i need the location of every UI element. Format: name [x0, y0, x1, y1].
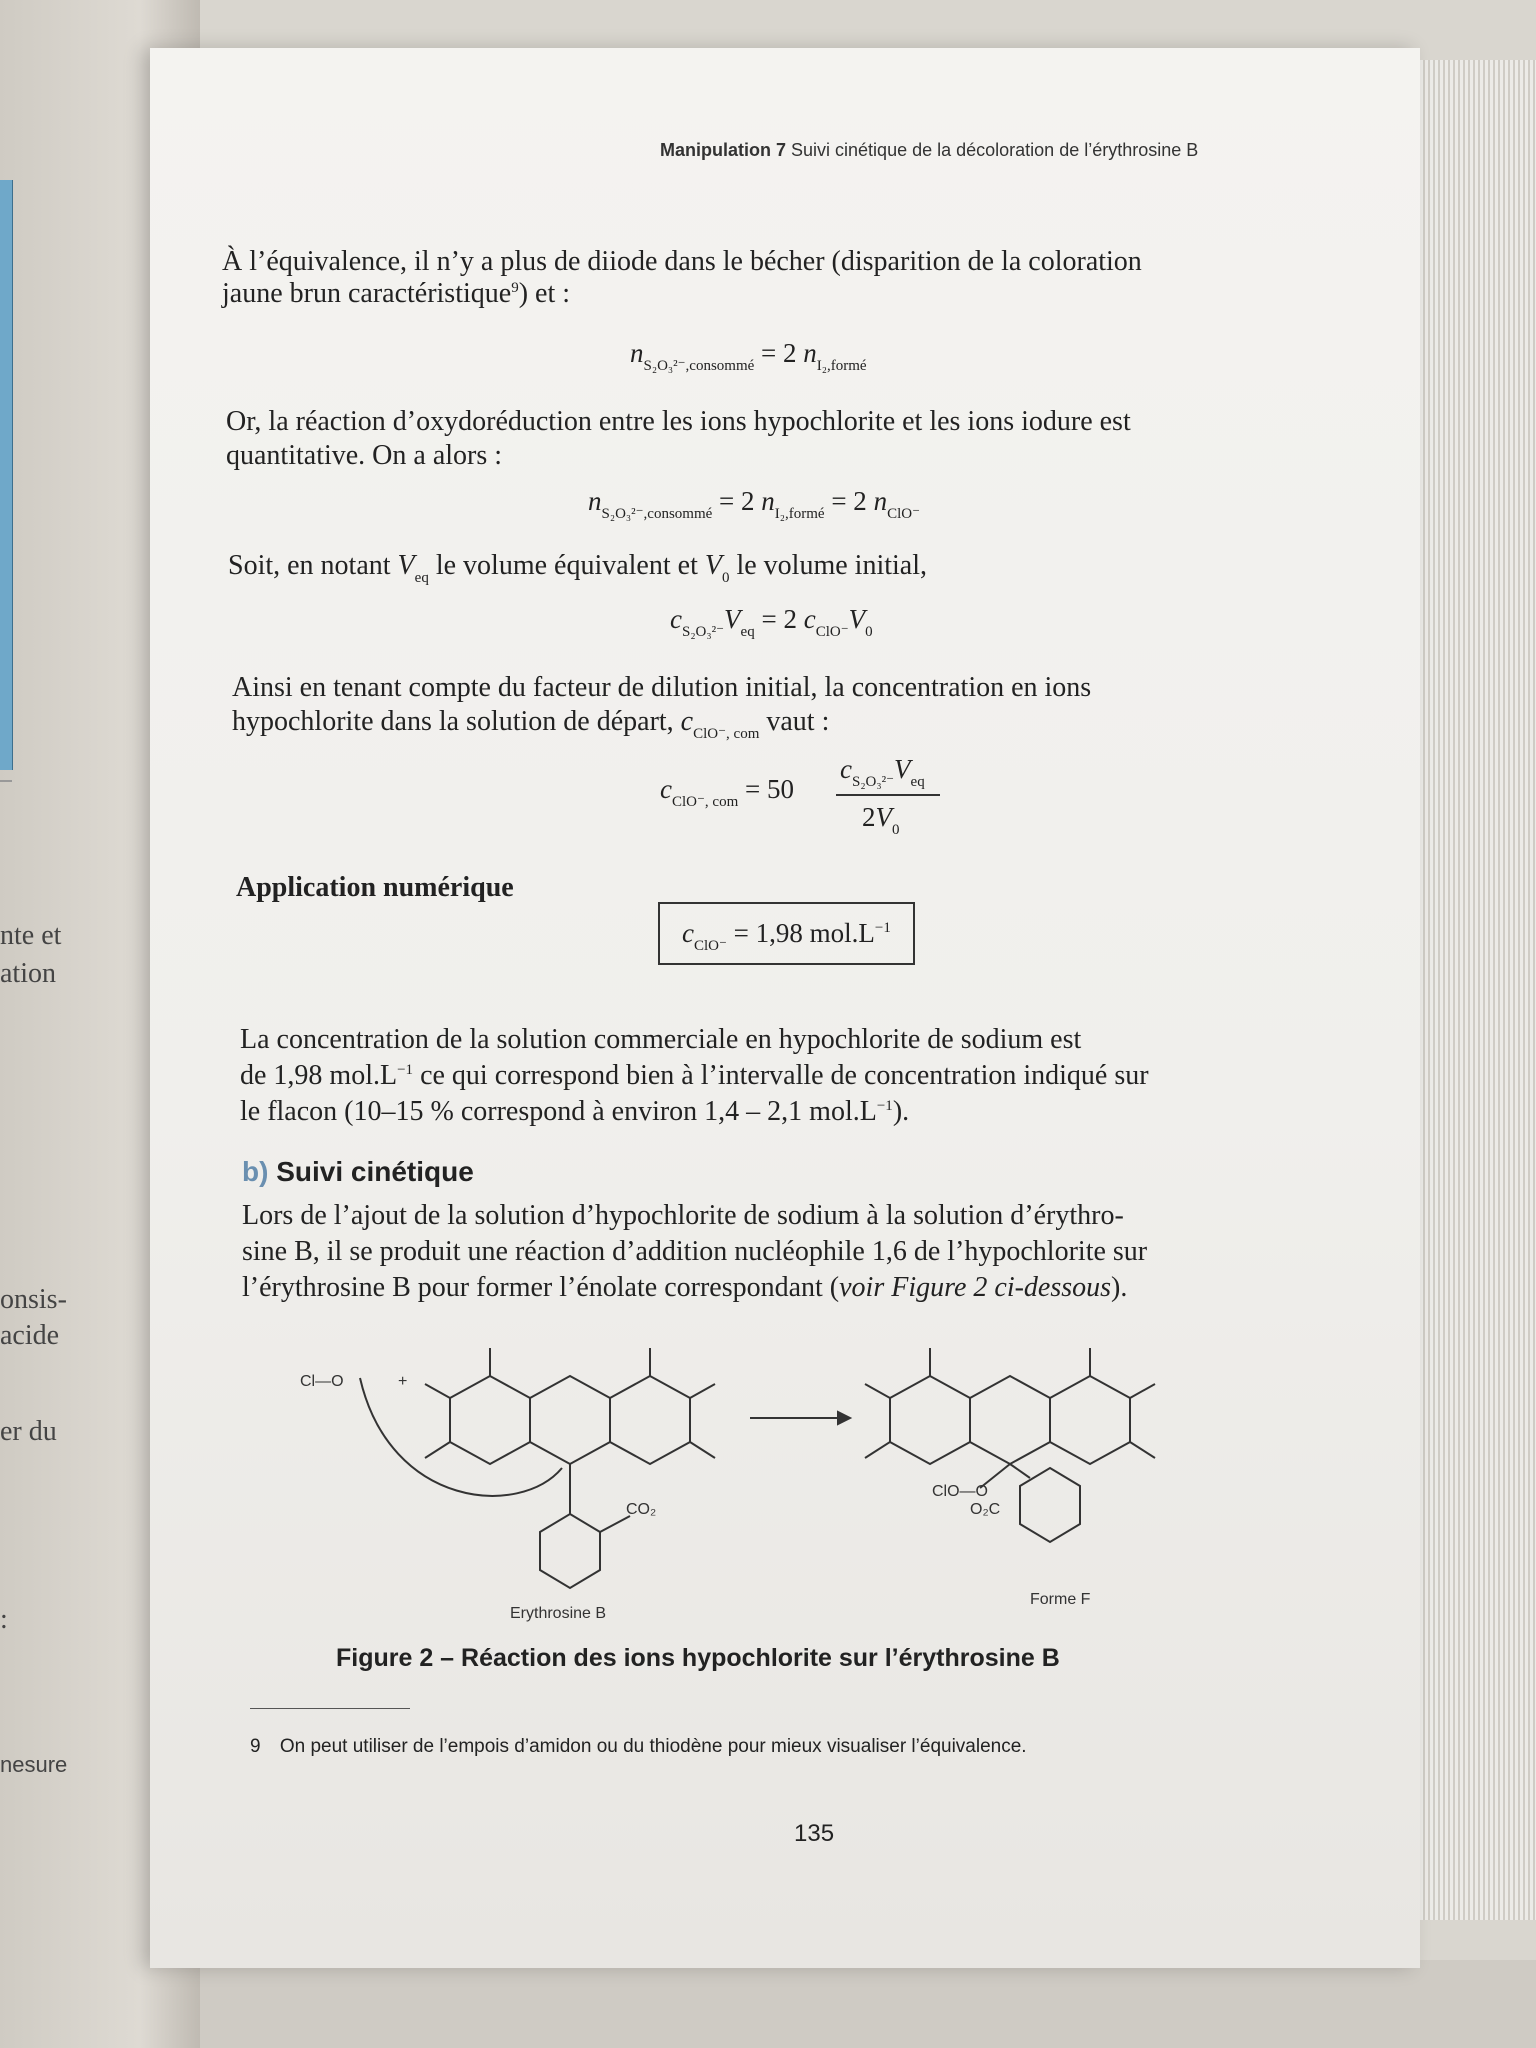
- result-exponent: −1: [874, 920, 891, 936]
- running-header: [660, 140, 1198, 161]
- paragraph-line: [232, 704, 829, 744]
- text: hypochlorite dans la solution de départ,: [232, 706, 681, 737]
- eq-subscript: ClO⁻, com: [671, 794, 739, 810]
- footnote-rule: [250, 1708, 410, 1709]
- eq-subscript: ClO⁻: [693, 938, 727, 954]
- eq-subscript: I₂,formé: [774, 506, 825, 522]
- table-surface: [0, 1960, 1536, 2048]
- eq-symbol: n: [873, 486, 888, 516]
- eq-operator: = 2: [761, 338, 797, 368]
- ring-center: [530, 1376, 610, 1464]
- result-box: [658, 902, 915, 965]
- eq-subscript: S₂O₃²⁻: [851, 774, 895, 790]
- footnote-number: 9: [250, 1736, 261, 1757]
- paragraph-line: [240, 1094, 909, 1134]
- eq-symbol: c: [670, 604, 682, 634]
- left-fragment: :: [0, 1604, 8, 1635]
- left-fragment: nte et: [0, 920, 62, 951]
- eq-subscript: eq: [740, 624, 755, 640]
- benzoate-ring: [540, 1514, 600, 1588]
- eq-subscript: S₂O₃²⁻,consommé: [643, 358, 755, 374]
- eq-number: 2: [862, 802, 876, 832]
- eq-subscript: ClO⁻: [815, 624, 849, 640]
- math-symbol: V: [397, 550, 415, 581]
- paragraph-line: Lors de l’ajout de la solution d’hypochlorite de sodium à la solution d’érythro-: [242, 1200, 1124, 1231]
- eq-symbol: V: [848, 604, 866, 634]
- book-page-edges: [1400, 60, 1536, 1920]
- eq-operator: = 2: [761, 604, 797, 634]
- ring-right: [1050, 1376, 1130, 1464]
- ring-center: [970, 1376, 1050, 1464]
- math-symbol: V: [704, 550, 722, 581]
- math-subscript: eq: [414, 570, 429, 586]
- eq-subscript: ClO⁻: [887, 506, 920, 522]
- fraction-numerator: [840, 754, 925, 790]
- footnote: [250, 1736, 1027, 1758]
- equation-2: [588, 486, 920, 522]
- header-manipulation: Manipulation 7: [660, 140, 786, 160]
- figure-caption: Figure 2 – Réaction des ions hypochlorite sur l’érythrosine B: [336, 1644, 1060, 1672]
- text: ) et :: [518, 278, 570, 309]
- exponent: −1: [876, 1098, 893, 1114]
- left-page-rule: [0, 780, 12, 782]
- text: vaut :: [759, 706, 830, 737]
- figure-label-left: Erythrosine B: [510, 1605, 607, 1622]
- text: le flacon (10–15 % correspond à environ 1,4 – 2,1 mol.L: [240, 1096, 877, 1127]
- eq-operator: = 2: [831, 486, 867, 516]
- main-page: [150, 48, 1420, 1968]
- eq-operator: = 50: [744, 774, 794, 804]
- text: le volume équivalent et: [428, 550, 705, 581]
- eq-symbol: c: [660, 774, 672, 804]
- eq-symbol: c: [682, 918, 694, 948]
- paragraph-line: [222, 276, 570, 316]
- eq-symbol: n: [588, 486, 602, 516]
- section-heading: [242, 1156, 474, 1188]
- math-subscript: 0: [721, 570, 730, 586]
- benzoate-ring: [1020, 1468, 1080, 1542]
- plus-sign: +: [398, 1373, 408, 1390]
- equation-1: [630, 338, 867, 374]
- equation-4: [660, 774, 794, 810]
- text: ce qui correspond bien à l’intervalle de concentration indiqué sur: [413, 1060, 1149, 1091]
- attack-arrow: [360, 1378, 562, 1496]
- eq-symbol: c: [803, 604, 816, 634]
- eq-subscript: S₂O₃²⁻,consommé: [601, 506, 713, 522]
- eq-subscript: eq: [910, 774, 925, 790]
- paragraph-line: Ainsi en tenant compte du facteur de dilution initial, la concentration en ions: [232, 672, 1092, 703]
- section-title: Suivi cinétique: [276, 1156, 474, 1187]
- left-fragment: nesure: [0, 1752, 68, 1777]
- paragraph-line: Or, la réaction d’oxydoréduction entre les ions hypochlorite et les ions iodure est: [226, 406, 1131, 437]
- eq-subscript: S₂O₃²⁻: [681, 624, 725, 640]
- hypochlorite-label: ClO—O: [932, 1483, 988, 1500]
- paragraph-line: [240, 1058, 1149, 1098]
- left-page-color-tab: [0, 180, 13, 770]
- text: ).: [892, 1096, 910, 1127]
- paragraph-line: quantitative. On a alors :: [226, 440, 503, 471]
- eq-symbol: V: [724, 604, 741, 634]
- carboxylate-label: CO₂: [626, 1501, 657, 1518]
- paragraph-line: sine B, il se produit une réaction d’addition nucléophile 1,6 de l’hypochlorite sur: [242, 1236, 1148, 1267]
- exponent: −1: [397, 1062, 414, 1078]
- eq-symbol: V: [875, 802, 892, 832]
- left-fragment: er du: [0, 1416, 57, 1447]
- eq-symbol: c: [840, 754, 852, 784]
- text: jaune brun caractéristique: [222, 278, 512, 309]
- reaction-scheme: [270, 1318, 1270, 1628]
- paragraph-line: [242, 1270, 1127, 1306]
- section-letter: b): [242, 1156, 269, 1187]
- eq-operator: = 2: [719, 486, 755, 516]
- left-fragment: onsis-: [0, 1284, 67, 1315]
- fraction-denominator: [862, 802, 900, 838]
- application-title: Application numérique: [236, 872, 514, 903]
- ring-left: [890, 1376, 970, 1464]
- eq-symbol: n: [630, 338, 644, 368]
- result-value: = 1,98 mol.L: [726, 918, 875, 948]
- text: l’érythrosine B pour former l’énolate correspondant (: [242, 1272, 840, 1303]
- carboxylate-label: O₂C: [970, 1501, 1001, 1518]
- paragraph-line: [228, 548, 927, 588]
- left-fragment: acide: [0, 1320, 60, 1351]
- eq-subscript: I₂,formé: [816, 358, 867, 374]
- eq-symbol: n: [761, 486, 775, 516]
- ring-right: [610, 1376, 690, 1464]
- text: Soit, en notant: [228, 550, 398, 581]
- paragraph-line: À l’équivalence, il n’y a plus de diiode dans le bécher (disparition de la coloration: [222, 246, 1142, 277]
- equation-3: [670, 604, 873, 640]
- footnote-text: On peut utiliser de l’empois d’amidon ou du thiodène pour mieux visualiser l’équivalence.: [279, 1736, 1027, 1757]
- eq-symbol: V: [894, 754, 911, 784]
- ring-left: [450, 1376, 530, 1464]
- eq-subscript: 0: [865, 624, 873, 640]
- reagent-label: Cl—O: [300, 1373, 344, 1390]
- math-symbol: c: [680, 706, 694, 737]
- footnote-ref: 9: [511, 280, 519, 296]
- figure-label-right: Forme F: [1030, 1591, 1091, 1608]
- fraction-bar: [836, 794, 940, 796]
- header-title: Suivi cinétique de la décoloration de l’érythrosine B: [791, 140, 1199, 160]
- eq-symbol: n: [803, 338, 817, 368]
- text: ).: [1111, 1272, 1128, 1303]
- page-number: 135: [794, 1820, 835, 1847]
- paragraph-line: La concentration de la solution commerciale en hypochlorite de sodium est: [240, 1024, 1082, 1055]
- text: le volume initial,: [729, 550, 927, 581]
- text: de 1,98 mol.L: [240, 1060, 398, 1091]
- left-fragment: ation: [0, 958, 56, 989]
- eq-subscript: 0: [892, 822, 900, 838]
- math-subscript: ClO⁻, com: [693, 726, 760, 742]
- figure-reference: voir Figure 2 ci-dessous: [839, 1272, 1112, 1303]
